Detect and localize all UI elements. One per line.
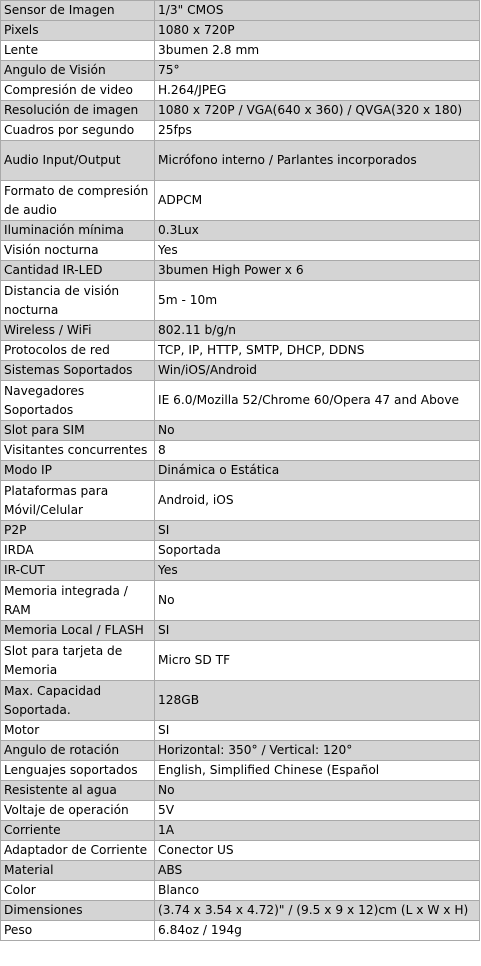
- table-row: [1, 721, 480, 741]
- spec-value: English, Simplified Chinese (Español: [155, 761, 480, 781]
- table-row: [1, 341, 480, 361]
- spec-label: IR-CUT: [1, 561, 155, 581]
- spec-label: Visión nocturna: [1, 241, 155, 261]
- table-row: [1, 441, 480, 461]
- spec-label: Modo IP: [1, 461, 155, 481]
- spec-value: H.264/JPEG: [155, 81, 480, 101]
- spec-label: Corriente: [1, 821, 155, 841]
- table-row: [1, 261, 480, 281]
- table-row: [1, 241, 480, 261]
- table-row: [1, 761, 480, 781]
- table-row: [1, 21, 480, 41]
- spec-value: 1/3" CMOS: [155, 1, 480, 21]
- table-row: [1, 561, 480, 581]
- table-row: [1, 421, 480, 441]
- table-row: [1, 681, 480, 721]
- spec-label: Navegadores Soportados: [1, 381, 155, 421]
- table-row: [1, 361, 480, 381]
- spec-label: Memoria integrada / RAM: [1, 581, 155, 621]
- spec-label: Wireless / WiFi: [1, 321, 155, 341]
- spec-label: Pixels: [1, 21, 155, 41]
- spec-label: Compresión de video: [1, 81, 155, 101]
- spec-label: Motor: [1, 721, 155, 741]
- spec-label: Cuadros por segundo: [1, 121, 155, 141]
- table-row: [1, 281, 480, 321]
- spec-value: TCP, IP, HTTP, SMTP, DHCP, DDNS: [155, 341, 480, 361]
- table-row: [1, 881, 480, 901]
- spec-value: 3bumen 2.8 mm: [155, 41, 480, 61]
- table-row: [1, 841, 480, 861]
- spec-value: SI: [155, 621, 480, 641]
- table-row: [1, 121, 480, 141]
- spec-label: Adaptador de Corriente: [1, 841, 155, 861]
- spec-label: Cantidad IR-LED: [1, 261, 155, 281]
- spec-value: SI: [155, 521, 480, 541]
- spec-value: Yes: [155, 241, 480, 261]
- spec-value: 1A: [155, 821, 480, 841]
- table-row: [1, 41, 480, 61]
- table-row: [1, 741, 480, 761]
- spec-value: 0.3Lux: [155, 221, 480, 241]
- spec-value: Blanco: [155, 881, 480, 901]
- spec-label: Slot para SIM: [1, 421, 155, 441]
- spec-value: 1080 x 720P: [155, 21, 480, 41]
- spec-label: Plataformas para Móvil/Celular: [1, 481, 155, 521]
- table-row: [1, 101, 480, 121]
- spec-value: No: [155, 781, 480, 801]
- table-row: [1, 921, 480, 941]
- spec-value: 802.11 b/g/n: [155, 321, 480, 341]
- spec-label: Dimensiones: [1, 901, 155, 921]
- spec-label: Audio Input/Output: [1, 141, 155, 181]
- spec-value: Dinámica o Estática: [155, 461, 480, 481]
- spec-value: 128GB: [155, 681, 480, 721]
- spec-label: Angulo de rotación: [1, 741, 155, 761]
- table-row: [1, 381, 480, 421]
- spec-label: Voltaje de operación: [1, 801, 155, 821]
- spec-value: No: [155, 581, 480, 621]
- table-row: [1, 461, 480, 481]
- spec-value: 8: [155, 441, 480, 461]
- spec-value: Micrófono interno / Parlantes incorporados: [155, 141, 480, 181]
- spec-label: Max. Capacidad Soportada.: [1, 681, 155, 721]
- spec-label: Visitantes concurrentes: [1, 441, 155, 461]
- spec-label: Sistemas Soportados: [1, 361, 155, 381]
- spec-value: ADPCM: [155, 181, 480, 221]
- spec-label: P2P: [1, 521, 155, 541]
- table-row: [1, 781, 480, 801]
- spec-label: Memoria Local / FLASH: [1, 621, 155, 641]
- spec-label: Lente: [1, 41, 155, 61]
- spec-value: 6.84oz / 194g: [155, 921, 480, 941]
- spec-value: Conector US: [155, 841, 480, 861]
- spec-value: Android, iOS: [155, 481, 480, 521]
- table-row: [1, 621, 480, 641]
- spec-label: Distancia de visión nocturna: [1, 281, 155, 321]
- spec-value: (3.74 x 3.54 x 4.72)" / (9.5 x 9 x 12)cm (L x W x H): [155, 901, 480, 921]
- table-row: [1, 221, 480, 241]
- spec-label: Color: [1, 881, 155, 901]
- spec-value: SI: [155, 721, 480, 741]
- spec-value: ABS: [155, 861, 480, 881]
- spec-value: 3bumen High Power x 6: [155, 261, 480, 281]
- spec-label: Resistente al agua: [1, 781, 155, 801]
- spec-value: 5V: [155, 801, 480, 821]
- spec-value: 1080 x 720P / VGA(640 x 360) / QVGA(320 x 180): [155, 101, 480, 121]
- spec-value: Win/iOS/Android: [155, 361, 480, 381]
- spec-label: Iluminación mínima: [1, 221, 155, 241]
- spec-value: No: [155, 421, 480, 441]
- table-row: [1, 181, 480, 221]
- table-row: [1, 861, 480, 881]
- spec-label: Lenguajes soportados: [1, 761, 155, 781]
- spec-value: 75°: [155, 61, 480, 81]
- table-row: [1, 81, 480, 101]
- table-row: [1, 641, 480, 681]
- table-row: [1, 541, 480, 561]
- table-row: [1, 1, 480, 21]
- table-row: [1, 901, 480, 921]
- spec-label: Peso: [1, 921, 155, 941]
- table-row: [1, 581, 480, 621]
- spec-value: Micro SD TF: [155, 641, 480, 681]
- spec-label: Slot para tarjeta de Memoria: [1, 641, 155, 681]
- table-row: [1, 521, 480, 541]
- spec-label: Sensor de Imagen: [1, 1, 155, 21]
- spec-label: IRDA: [1, 541, 155, 561]
- spec-value: Soportada: [155, 541, 480, 561]
- table-row: [1, 61, 480, 81]
- spec-label: Protocolos de red: [1, 341, 155, 361]
- table-row: [1, 141, 480, 181]
- spec-value: Yes: [155, 561, 480, 581]
- spec-label: Resolución de imagen: [1, 101, 155, 121]
- table-row: [1, 801, 480, 821]
- spec-value: 5m - 10m: [155, 281, 480, 321]
- spec-value: IE 6.0/Mozilla 52/Chrome 60/Opera 47 and Above: [155, 381, 480, 421]
- spec-label: Formato de compresión de audio: [1, 181, 155, 221]
- spec-value: Horizontal: 350° / Vertical: 120°: [155, 741, 480, 761]
- table-row: [1, 321, 480, 341]
- spec-label: Angulo de Visión: [1, 61, 155, 81]
- table-row: [1, 821, 480, 841]
- table-row: [1, 481, 480, 521]
- spec-label: Material: [1, 861, 155, 881]
- spec-value: 25fps: [155, 121, 480, 141]
